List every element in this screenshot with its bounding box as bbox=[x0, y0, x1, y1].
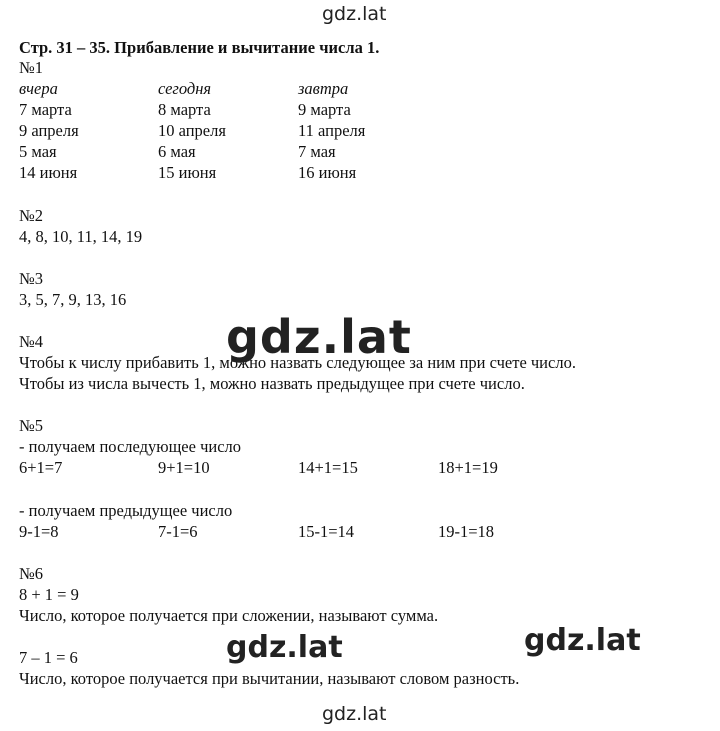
ex4-number: №4 bbox=[19, 332, 43, 351]
ex1-cell: 15 июня bbox=[158, 163, 217, 182]
ex1-cell: 8 марта bbox=[158, 100, 211, 119]
ex5-prev-eq: 15-1=14 bbox=[298, 522, 355, 541]
ex1-number: №1 bbox=[19, 58, 43, 77]
ex6-equation-1: 8 + 1 = 9 bbox=[19, 585, 79, 604]
ex1-cell: 14 июня bbox=[19, 163, 78, 182]
watermark-top: gdz.lat bbox=[322, 3, 387, 25]
ex1-cell: 10 апреля bbox=[158, 121, 226, 140]
ex4-line2: Чтобы из числа вычесть 1, можно назвать предыдущее при счете число. bbox=[19, 374, 525, 393]
ex5-prev-eq: 9-1=8 bbox=[19, 522, 59, 541]
ex6-text-2: Число, которое получается при вычитании, называют словом разность. bbox=[19, 669, 520, 688]
ex5-prev-eq: 7-1=6 bbox=[158, 522, 198, 541]
ex1-cell: 5 мая bbox=[19, 142, 57, 161]
ex5-next-eq: 6+1=7 bbox=[19, 458, 63, 477]
ex1-cell: 9 марта bbox=[298, 100, 351, 119]
watermark-bottom: gdz.lat bbox=[322, 703, 387, 725]
ex1-header-tomorrow: завтра bbox=[298, 79, 349, 98]
ex5-prev-eq: 19-1=18 bbox=[438, 522, 495, 541]
ex3-answer: 3, 5, 7, 9, 13, 16 bbox=[19, 290, 127, 309]
page-title: Стр. 31 – 35. Прибавление и вычитание числа 1. bbox=[19, 38, 380, 57]
ex1-cell: 11 апреля bbox=[298, 121, 366, 140]
ex6-equation-2: 7 – 1 = 6 bbox=[19, 648, 78, 667]
ex1-cell: 7 марта bbox=[19, 100, 72, 119]
ex4-line1: Чтобы к числу прибавить 1, можно назвать следующее за ним при счете число. bbox=[19, 353, 576, 372]
ex5-next-label: - получаем последующее число bbox=[19, 437, 242, 456]
ex3-number: №3 bbox=[19, 269, 43, 288]
ex1-cell: 7 мая bbox=[298, 142, 336, 161]
ex1-cell: 6 мая bbox=[158, 142, 196, 161]
ex5-number: №5 bbox=[19, 416, 43, 435]
ex5-next-eq: 14+1=15 bbox=[298, 458, 358, 477]
ex2-number: №2 bbox=[19, 206, 43, 225]
watermark-left: gdz.lat bbox=[226, 630, 343, 665]
ex5-prev-label: - получаем предыдущее число bbox=[19, 501, 233, 520]
ex6-number: №6 bbox=[19, 564, 43, 583]
ex1-cell: 9 апреля bbox=[19, 121, 79, 140]
watermark-center: gdz.lat bbox=[226, 310, 412, 364]
ex5-next-eq: 18+1=19 bbox=[438, 458, 498, 477]
ex5-next-eq: 9+1=10 bbox=[158, 458, 210, 477]
ex1-header-today: сегодня bbox=[158, 79, 212, 98]
ex1-header-yesterday: вчера bbox=[19, 79, 58, 98]
watermark-right: gdz.lat bbox=[524, 623, 641, 658]
ex6-text-1: Число, которое получается при сложении, называют сумма. bbox=[19, 606, 439, 625]
ex2-answer: 4, 8, 10, 11, 14, 19 bbox=[19, 227, 143, 246]
ex1-cell: 16 июня bbox=[298, 163, 357, 182]
